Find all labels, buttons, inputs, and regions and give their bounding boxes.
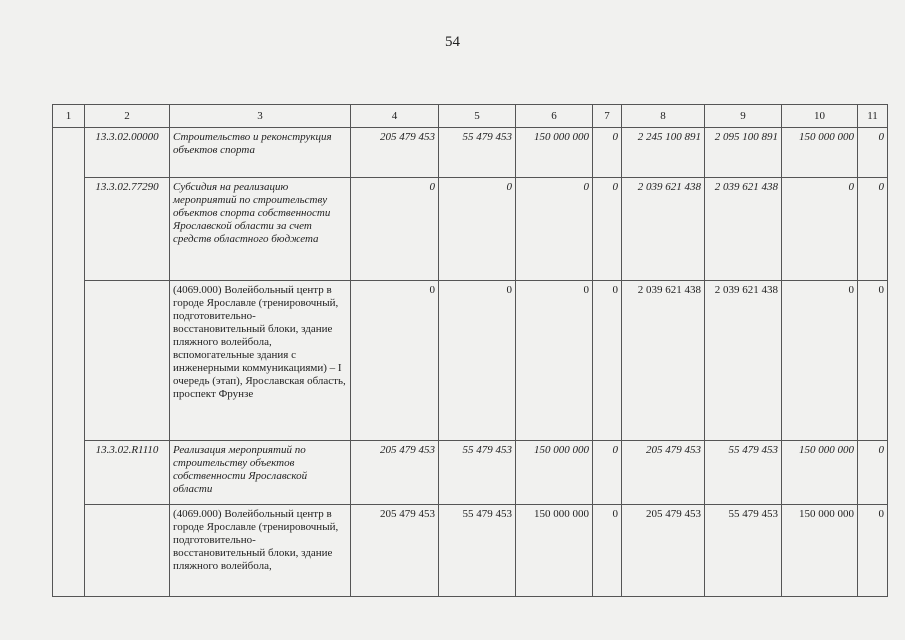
value-cell: 0 bbox=[858, 128, 888, 178]
table-row bbox=[53, 505, 888, 597]
value-cell: 0 bbox=[858, 178, 888, 281]
column-header: 11 bbox=[858, 105, 888, 128]
value-cell: 0 bbox=[593, 178, 622, 281]
value-cell: 205 479 453 bbox=[622, 505, 705, 597]
value-cell: 0 bbox=[439, 281, 516, 441]
value-cell: 55 479 453 bbox=[439, 441, 516, 505]
value-cell: 150 000 000 bbox=[782, 441, 858, 505]
column-header: 10 bbox=[782, 105, 858, 128]
code-cell: 13.3.02.R1110 bbox=[85, 441, 170, 505]
name-cell: Реализация мероприятий по строительству объектов собственности Ярославской области bbox=[170, 441, 351, 505]
value-cell: 205 479 453 bbox=[351, 505, 439, 597]
value-cell: 0 bbox=[782, 178, 858, 281]
value-cell: 0 bbox=[351, 281, 439, 441]
value-cell: 0 bbox=[782, 281, 858, 441]
empty-cell bbox=[53, 128, 85, 597]
code-cell: 13.3.02.77290 bbox=[85, 178, 170, 281]
column-header: 2 bbox=[85, 105, 170, 128]
page-number: 54 bbox=[445, 34, 460, 50]
value-cell: 150 000 000 bbox=[782, 505, 858, 597]
value-cell: 0 bbox=[858, 441, 888, 505]
value-cell: 2 095 100 891 bbox=[705, 128, 782, 178]
name-cell: Строительство и реконструкция объектов спорта bbox=[170, 128, 351, 178]
column-header: 9 bbox=[705, 105, 782, 128]
value-cell: 0 bbox=[858, 281, 888, 441]
value-cell: 55 479 453 bbox=[705, 441, 782, 505]
column-header: 5 bbox=[439, 105, 516, 128]
value-cell: 150 000 000 bbox=[516, 441, 593, 505]
name-cell: Субсидия на реализацию мероприятий по строительству объектов спорта собственности Ярославской области за счет средств областного бюджета bbox=[170, 178, 351, 281]
column-header: 3 bbox=[170, 105, 351, 128]
value-cell: 205 479 453 bbox=[351, 441, 439, 505]
column-header: 1 bbox=[53, 105, 85, 128]
value-cell: 0 bbox=[593, 441, 622, 505]
table-row bbox=[53, 178, 888, 281]
value-cell: 0 bbox=[593, 281, 622, 441]
value-cell: 205 479 453 bbox=[622, 441, 705, 505]
value-cell: 0 bbox=[439, 178, 516, 281]
table-row bbox=[53, 128, 888, 178]
name-cell: (4069.000) Волейбольный центр в городе Ярославле (тренировочный, подготовительно-восстановительный блоки, здание пляжного волейбола, вспомогательные здания с инженерными коммуникациями) – I очередь (этап), Ярославская область, проспект Фрунзе bbox=[170, 281, 351, 441]
value-cell: 0 bbox=[516, 178, 593, 281]
table-row bbox=[53, 441, 888, 505]
code-cell: 13.3.02.00000 bbox=[85, 128, 170, 178]
value-cell: 0 bbox=[351, 178, 439, 281]
value-cell: 150 000 000 bbox=[782, 128, 858, 178]
value-cell: 2 039 621 438 bbox=[622, 281, 705, 441]
table-row bbox=[53, 281, 888, 441]
value-cell: 205 479 453 bbox=[351, 128, 439, 178]
code-cell bbox=[85, 505, 170, 597]
value-cell: 150 000 000 bbox=[516, 505, 593, 597]
value-cell: 2 245 100 891 bbox=[622, 128, 705, 178]
value-cell: 55 479 453 bbox=[705, 505, 782, 597]
value-cell: 0 bbox=[516, 281, 593, 441]
value-cell: 0 bbox=[858, 505, 888, 597]
name-cell: (4069.000) Волейбольный центр в городе Ярославле (тренировочный, подготовительно-восстановительный блоки, здание пляжного волейбола, bbox=[170, 505, 351, 597]
value-cell: 55 479 453 bbox=[439, 128, 516, 178]
value-cell: 2 039 621 438 bbox=[705, 178, 782, 281]
value-cell: 0 bbox=[593, 128, 622, 178]
budget-table bbox=[52, 104, 888, 597]
table-header-row bbox=[53, 105, 888, 128]
value-cell: 55 479 453 bbox=[439, 505, 516, 597]
column-header: 6 bbox=[516, 105, 593, 128]
column-header: 4 bbox=[351, 105, 439, 128]
column-header: 8 bbox=[622, 105, 705, 128]
code-cell bbox=[85, 281, 170, 441]
value-cell: 150 000 000 bbox=[516, 128, 593, 178]
value-cell: 2 039 621 438 bbox=[705, 281, 782, 441]
value-cell: 0 bbox=[593, 505, 622, 597]
column-header: 7 bbox=[593, 105, 622, 128]
value-cell: 2 039 621 438 bbox=[622, 178, 705, 281]
